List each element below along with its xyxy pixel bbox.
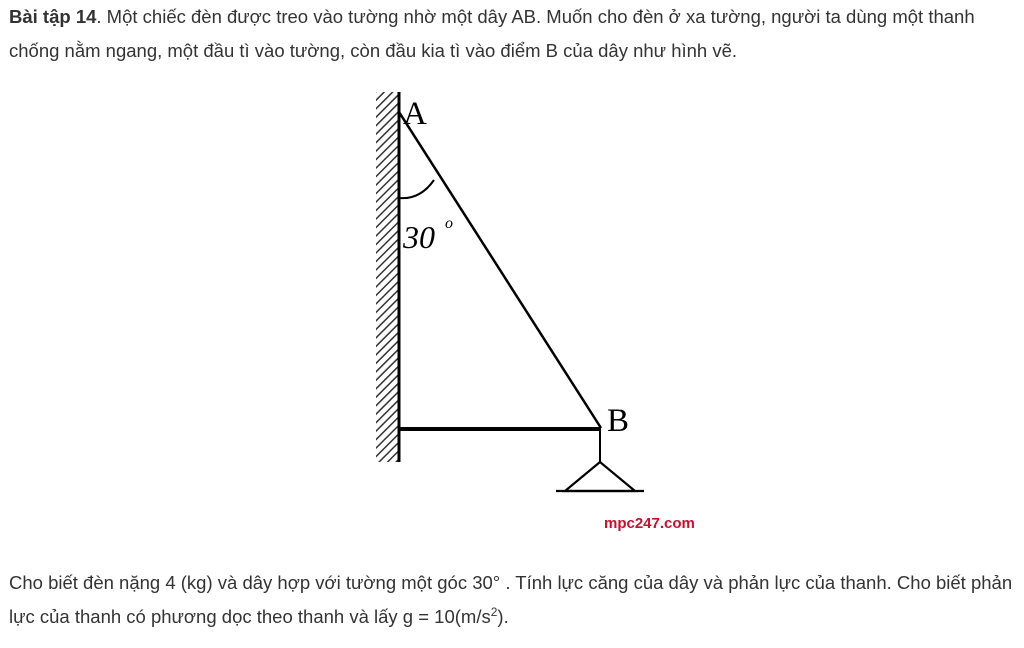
- label-b: B: [607, 403, 630, 439]
- given-exponent: 2: [490, 604, 498, 619]
- given-main: Cho biết đèn nặng 4 (kg) và dây hợp với tường một góc 30° . Tính lực căng của dây và phản lực của thanh. Cho biết phản lực của thanh có phương dọc theo thanh và lấy g = 10(m/s: [9, 572, 1013, 627]
- problem-given: [9, 566, 1015, 634]
- problem-title: Bài tập 14: [9, 6, 97, 27]
- angle-degree: o: [445, 215, 453, 232]
- wall-hatching: [376, 92, 398, 462]
- label-a: A: [403, 96, 427, 132]
- watermark: mpc247.com: [604, 515, 695, 532]
- given-end: ).: [497, 606, 509, 627]
- angle-label: 30: [403, 219, 435, 255]
- support-triangle: [565, 462, 635, 491]
- angle-arc: [399, 180, 434, 198]
- rope-ab: [399, 112, 601, 428]
- problem-intro: . Một chiếc đèn được treo vào tường nhờ một dây AB. Muốn cho đèn ở xa tường, người ta dùng một thanh chống nằm ngang, một đầu tì vào tường, còn đầu kia tì vào điểm B của dây như hình vẽ.: [9, 6, 975, 61]
